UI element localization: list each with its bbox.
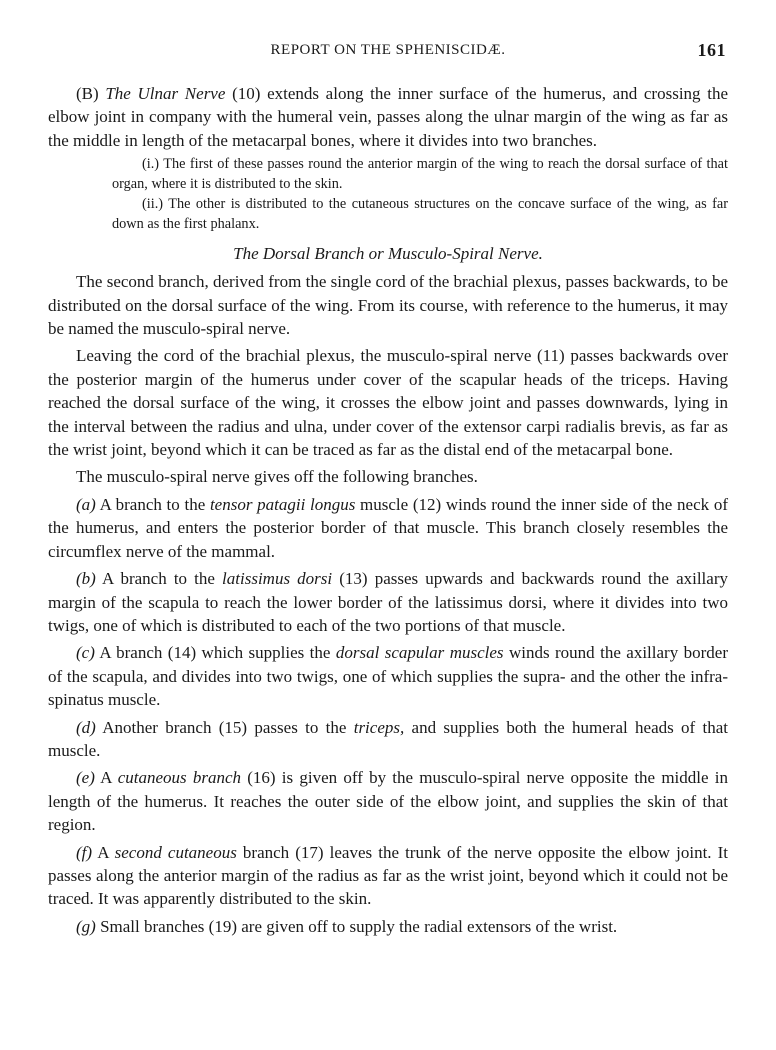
branch-f-label: (f) <box>76 842 93 862</box>
branch-b-term: latissimus dorsi <box>222 569 333 589</box>
branch-d-after: and supplies both the humeral heads of that muscle. <box>48 717 728 760</box>
branch-c <box>48 641 728 711</box>
branch-g <box>48 915 728 938</box>
branch-a-term: tensor patagii longus <box>209 494 356 514</box>
branch-c-after: winds round the axillary border of the scapula, and divides into two twigs, one of which supplies the supra- and the other the infra-spinatus muscle. <box>48 643 729 710</box>
ulnar-lead: (B) <box>76 84 106 103</box>
paragraph-second-branch: The second branch, derived from the single cord of the brachial plexus, passes backwards, to be distributed on the dorsal surface of the wing. From its course, with reference to the humerus, it may be named the musculo-spiral nerve. <box>48 272 728 339</box>
document-page <box>48 40 728 938</box>
branch-g-label: (g) <box>76 916 96 936</box>
branch-a-label: (a) <box>76 494 96 514</box>
ulnar-subparagraph-2: (ii.) The other is distributed to the cutaneous structures on the concave surface of the wing, as far down as the first phalanx. <box>112 196 728 233</box>
branch-b-after: (13) passes upwards and backwards round the axillary margin of the scapula to reach the lower border of the latissimus dorsi, where it divides into two twigs, one of which is distributed to each of the two portions of that muscle. <box>48 569 728 635</box>
ulnar-subparagraph-1: (i.) The first of these passes round the anterior margin of the wing to reach the dorsal surface of that organ, where it is distributed to the skin. <box>112 156 728 193</box>
branch-e-label: (e) <box>76 768 95 788</box>
ulnar-title: The Ulnar Nerve <box>105 84 226 103</box>
branch-d-before: Another branch (15) passes to the <box>95 717 354 737</box>
branch-g-before: Small branches (19) are given off to supply the radial extensors of the wrist. <box>95 916 618 936</box>
branch-e <box>48 766 728 836</box>
branch-e-term: cutaneous branch <box>117 768 242 788</box>
page-number: 161 <box>697 40 726 60</box>
branch-f <box>48 841 728 911</box>
branch-b <box>48 567 728 637</box>
branch-d <box>48 716 728 763</box>
branch-f-before: A <box>92 842 115 862</box>
section-title: The Dorsal Branch or Musculo-Spiral Nerve. <box>233 244 543 264</box>
branch-a <box>48 493 728 563</box>
branch-c-term: dorsal scapular muscles <box>335 643 504 663</box>
branch-a-before: A branch to the <box>95 494 210 514</box>
branch-e-after: (16) is given off by the musculo-spiral nerve opposite the middle in length of the humerus. It reaches the outer side of the elbow joint, and supplies the skin of that region. <box>48 768 728 835</box>
branch-f-after: branch (17) leaves the trunk of the nerve opposite the elbow joint. It passes along the anterior margin of the radius as far as the wrist joint, beyond which it could not be traced. It was apparently distributed to the skin. <box>48 842 729 909</box>
ulnar-nerve-paragraph <box>48 82 728 152</box>
branch-e-before: A <box>94 768 118 788</box>
branch-c-label: (c) <box>76 643 95 663</box>
page-header <box>48 40 728 66</box>
branch-d-term: triceps, <box>353 717 405 737</box>
branch-c-before: A branch (14) which supplies the <box>94 643 336 663</box>
paragraph-musculo-spiral-course: Leaving the cord of the brachial plexus, the musculo-spiral nerve (11) passes backwards over the posterior margin of the humerus under cover of the scapular heads of the triceps. Having reached the dorsal surface of the wing, it crosses the elbow joint and passes downwards, lying in the interval between the radius and ulna, under cover of the extensor carpi radialis brevis, as far as the wrist joint, beyond which it can be traced as far as the distal end of the metacarpal bone. <box>48 346 728 460</box>
branch-b-label: (b) <box>76 569 96 589</box>
branch-a-after: muscle (12) winds round the inner side of the neck of the humerus, and enters the posterior border of that muscle. This branch closely resembles the circumflex nerve of the mammal. <box>48 494 728 561</box>
branch-b-before: A branch to the <box>95 569 223 589</box>
branch-f-term: second cutaneous <box>114 842 237 862</box>
running-title: REPORT ON THE SPHENISCIDÆ. <box>270 42 506 58</box>
paragraph-branches-intro: The musculo-spiral nerve gives off the following branches. <box>76 467 478 487</box>
ulnar-text: (10) extends along the inner surface of the humerus, and crossing the elbow joint in company with the humeral vein, passes along the ulnar margin of the wing as far as the middle in length of the metacarpal bones, where it divides into two branches. <box>48 84 728 150</box>
branch-d-label: (d) <box>76 717 96 737</box>
